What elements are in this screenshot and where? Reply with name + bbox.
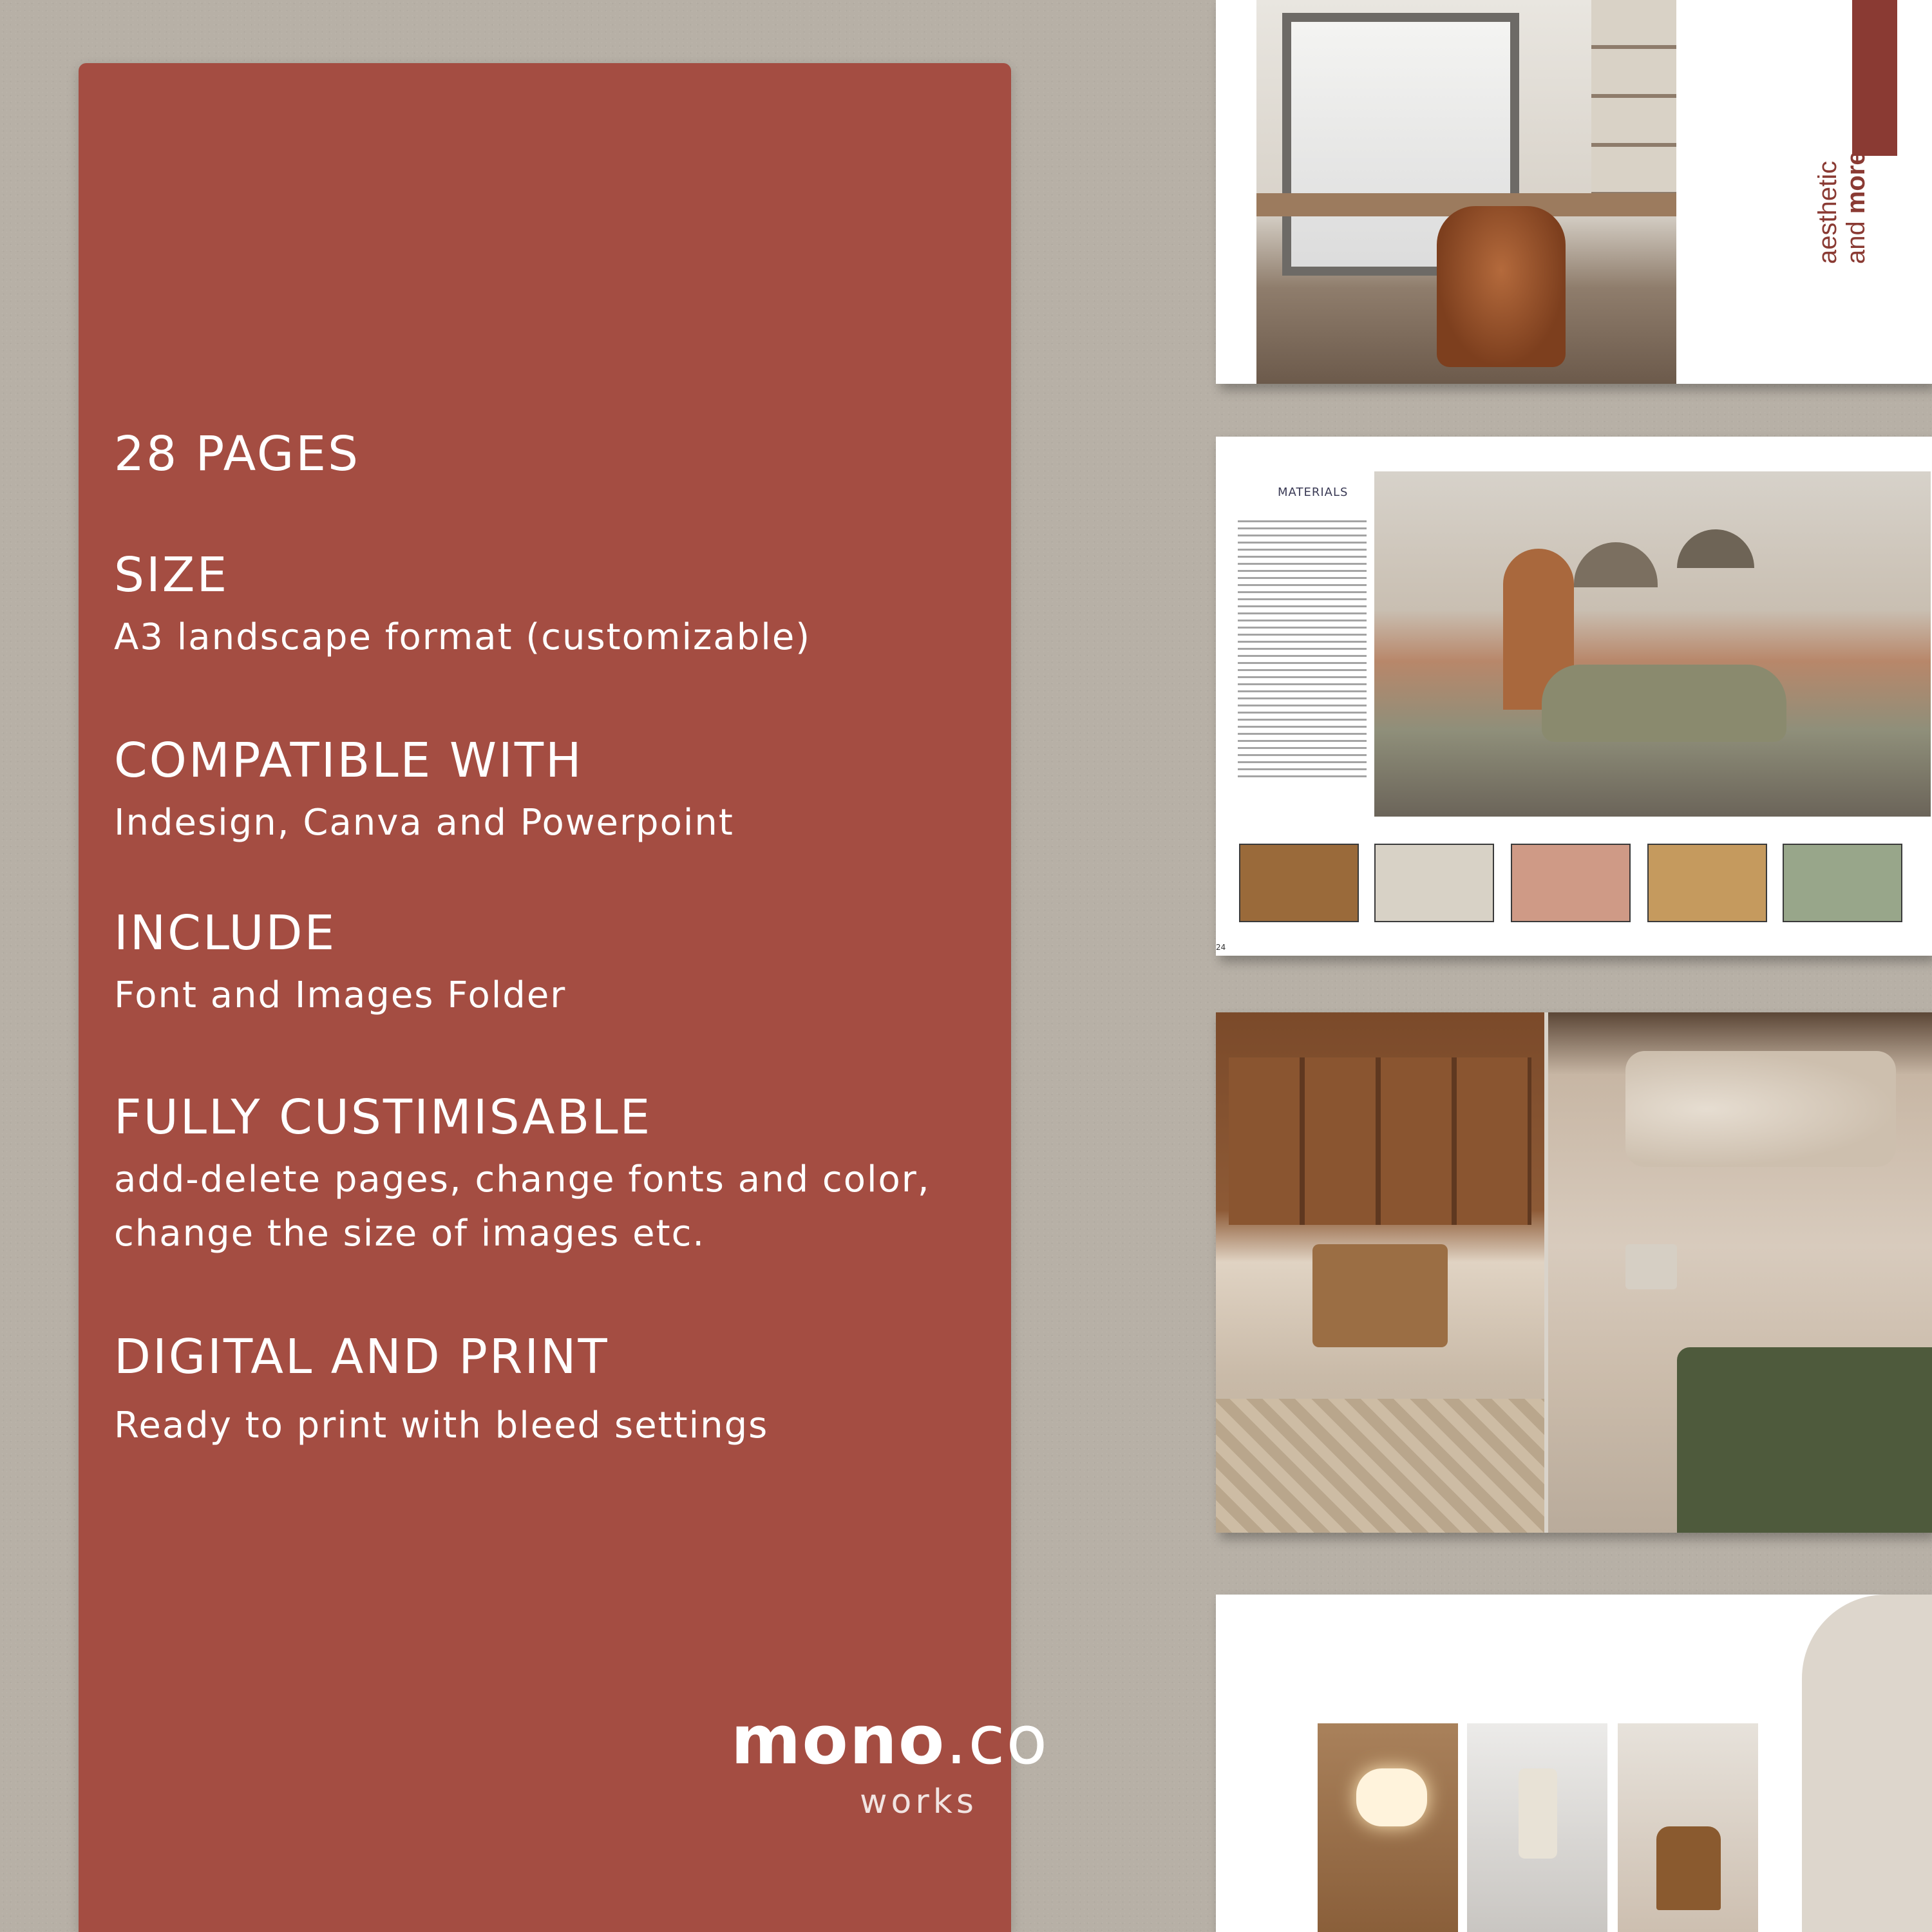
compat-text: Indesign, Canva and Powerpoint <box>114 802 734 844</box>
living-room-photo <box>1374 471 1931 817</box>
material-swatch <box>1511 844 1631 922</box>
relief-wall-shape <box>1625 1051 1896 1167</box>
office-photo <box>1256 0 1676 384</box>
bed-shape <box>1677 1347 1932 1533</box>
brand-suffix: .co <box>945 1701 1049 1779</box>
compat-block <box>114 733 734 850</box>
vertical-title-line2 <box>1842 135 1870 264</box>
vertical-title-bold: more <box>1842 151 1870 214</box>
sideboard-shape <box>1312 1244 1448 1347</box>
brand-logo <box>731 1701 1049 1821</box>
brand-subtitle: works <box>860 1783 978 1821</box>
custom-title: FULLY CUSTIMISABLE <box>114 1090 652 1145</box>
custom-text-1: add-delete pages, change fonts and color, <box>114 1159 931 1200</box>
material-swatch <box>1783 844 1902 922</box>
custom-block <box>114 1090 931 1261</box>
material-swatch <box>1374 844 1494 922</box>
size-block <box>114 547 811 665</box>
materials-title: MATERIALS <box>1278 486 1349 499</box>
lamp-shape <box>1625 1244 1677 1289</box>
material-swatch <box>1239 844 1359 922</box>
digital-title: DIGITAL AND PRINT <box>114 1329 609 1385</box>
bedroom-photo <box>1548 1012 1932 1533</box>
cabinet-shape <box>1229 1057 1531 1225</box>
custom-text-2: change the size of images etc. <box>114 1213 706 1255</box>
pages-count: 28 PAGES <box>114 426 360 482</box>
compat-title: COMPATIBLE WITH <box>114 733 583 788</box>
arch-background <box>1802 1595 1932 1932</box>
accent-bar <box>1852 0 1897 156</box>
pendant-lamp-shape <box>1574 542 1658 587</box>
lamp-shade-shape <box>1356 1768 1427 1826</box>
size-title: SIZE <box>114 547 229 603</box>
lamp-body-shape <box>1519 1768 1557 1859</box>
rug-shape <box>1216 1399 1544 1533</box>
brand-main-text: mono <box>731 1701 946 1779</box>
preview-page-3 <box>1216 1012 1932 1533</box>
material-swatch <box>1647 844 1767 922</box>
preview-page-2 <box>1216 437 1932 956</box>
brand-name <box>731 1701 1049 1779</box>
vertical-title <box>1814 135 1870 264</box>
shelf-shape <box>1591 0 1676 193</box>
pendant-lamp-shape <box>1677 529 1754 568</box>
wall-lamp-photo <box>1318 1723 1458 1932</box>
preview-page-1 <box>1216 0 1932 384</box>
vertical-title-prefix: and <box>1842 214 1870 264</box>
preview-page-4 <box>1216 1595 1932 1932</box>
table-lamp-photo <box>1467 1723 1607 1932</box>
body-text-block <box>1238 520 1367 778</box>
include-block <box>114 905 567 1023</box>
include-title: INCLUDE <box>114 905 337 961</box>
include-text: Font and Images Folder <box>114 974 567 1016</box>
size-text: A3 landscape format (customizable) <box>114 616 811 658</box>
lounge-photo <box>1216 1012 1544 1533</box>
digital-text: Ready to print with bleed settings <box>114 1405 769 1446</box>
digital-block <box>114 1329 769 1453</box>
page-number: 24 <box>1216 943 1226 952</box>
sofa-shape <box>1542 665 1786 742</box>
vertical-title-line1: aesthetic <box>1814 160 1842 264</box>
chair-shape <box>1437 206 1566 367</box>
pages-block <box>114 426 360 482</box>
chair-shape <box>1656 1826 1721 1910</box>
chair-photo <box>1618 1723 1758 1932</box>
feature-panel <box>79 63 1011 1932</box>
